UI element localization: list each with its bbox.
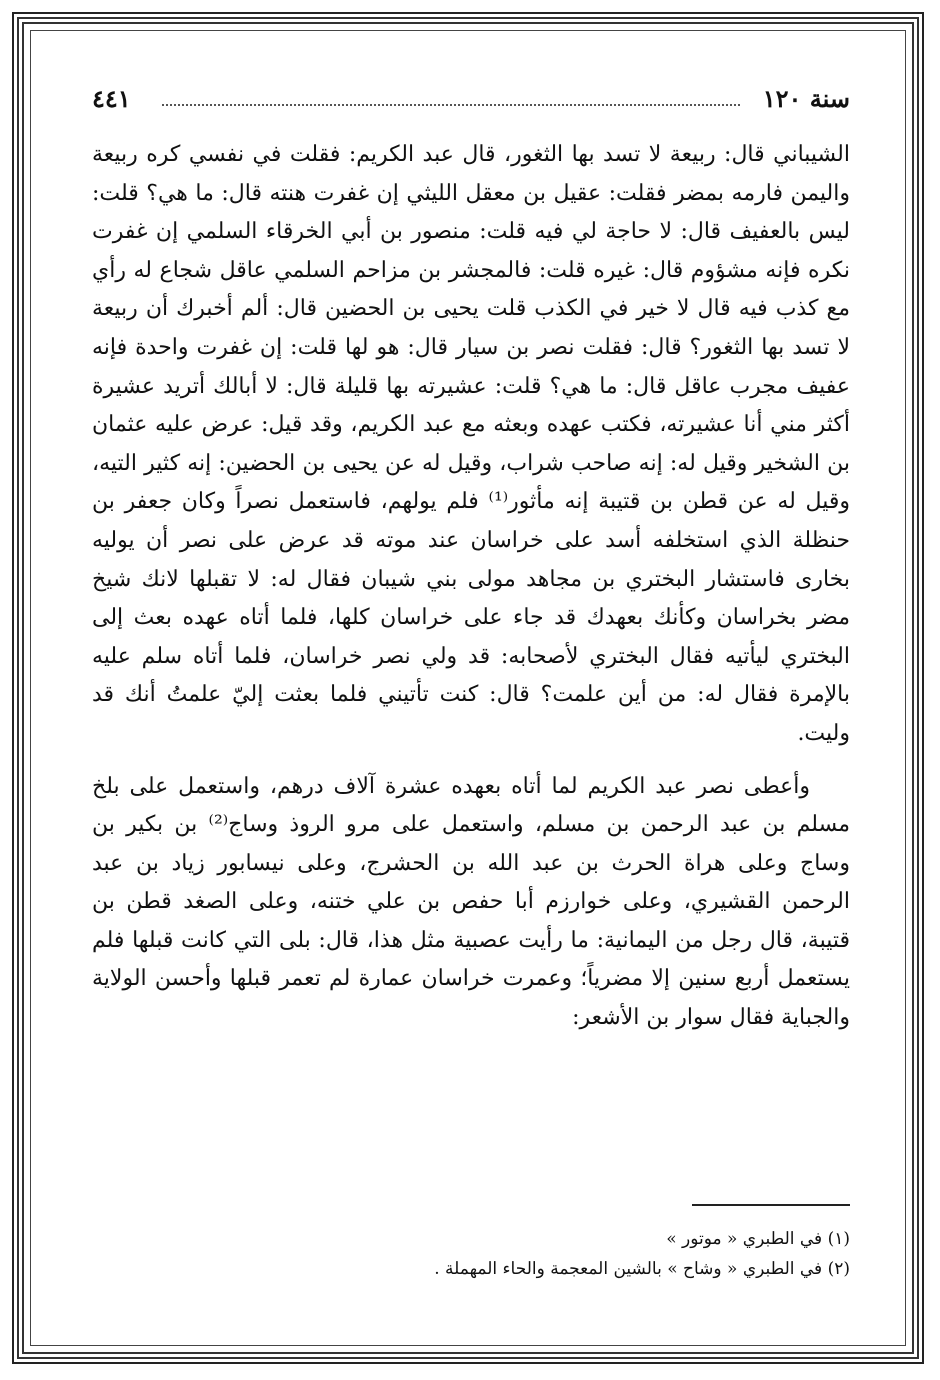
main-text xyxy=(92,136,850,1038)
header-dot-leader xyxy=(162,104,740,106)
footnote-2: (٢) في الطبري « وشاح » بالشين المعجمة والحاء المهملة . xyxy=(434,1259,850,1279)
footnotes xyxy=(92,1224,850,1284)
footnote-1: (١) في الطبري « موتور » xyxy=(666,1229,850,1249)
paragraph-1: الشيباني قال: ربيعة لا تسد بها الثغور، قال عبد الكريم: فقلت في نفسي كره ربيعة واليمن فارمه بمضر فقلت: عقيل بن معقل الليثي إن غفرت هنته قال: ما هي؟ قلت: ليس بالعفيف قال: لا حاجة لي فيه قلت: منصور بن أبي الخرقاء السلمي إن غفرت نكره فإنه مشؤوم قال: غيره قلت: فالمجشر بن مزاحم السلمي عاقل شجاع له رأي مع كذب فيه قال لا خير في الكذب قلت يحيى بن الحضين قال: ألم أخبرك أن ربيعة لا تسد بها الثغور؟ قال: فقلت نصر بن سيار قال: هو لها قلت: إن غفرت واحدة فإنه عفيف مجرب عاقل قال: ما هي؟ قلت: عشيرته بها قليلة قال: لا أبالك أتريد عشيرة أكثر مني أنا عشيرته، فكتب عهده وبعثه مع عبد الكريم، وقد قيل: عرض عليه عثمان بن الشخير وقيل له: إنه صاحب شراب، وقيل له عن يحيى بن الحضين: إنه كثير التيه، وقيل له عن قطن بن قتيبة إنه مأثور⁽¹⁾ فلم يولهم، فاستعمل نصراً وكان جعفر بن حنظلة الذي استخلفه أسد على خراسان عند موته قد عرض على نصر أن يوليه بخارى فاستشار البختري بن مجاهد مولى بني شيبان فقال له: لا تقبلها لانك شيخ مضر بخراسان وكأنك بعهدك قد جاء على خراسان كلها، فلما أتاه عهده بعث إلى البختري ليأتيه فقال البختري لأصحابه: قد ولي نصر خراسان، فلما أتاه سلم عليه بالإمرة فقال له: من أين علمت؟ قال: كنت تأتيني فلما بعثت إليّ علمتُ أنك قد وليت. xyxy=(92,142,850,746)
footnote-separator xyxy=(692,1204,850,1206)
header-year: سنة ١٢٠ xyxy=(762,84,850,113)
book-page xyxy=(92,70,850,1340)
running-header xyxy=(92,70,850,120)
page-number: ٤٤١ xyxy=(92,84,131,113)
paragraph-2: وأعطى نصر عبد الكريم لما أتاه بعهده عشرة آلاف درهم، واستعمل على بلخ مسلم بن عبد الرحمن بن مسلم، واستعمل على مرو الروذ وساج⁽²⁾ بن بكير بن وساج وعلى هراة الحرث بن عبد الله بن الحشرج، وعلى نيسابور زياد بن عبد الرحمن القشيري، وعلى خوارزم أبا حفص بن علي ختنه، وعلى الصغد قطن بن قتيبة، قال رجل من اليمانية: ما رأيت عصبية مثل هذا، قال: بلى التي كانت قبلها فلم يستعمل أربع سنين إلا مضرياً؛ وعمرت خراسان عمارة لم تعمر قبلها وأحسن الولاية والجباية فقال سوار بن الأشعر: xyxy=(92,773,850,1031)
